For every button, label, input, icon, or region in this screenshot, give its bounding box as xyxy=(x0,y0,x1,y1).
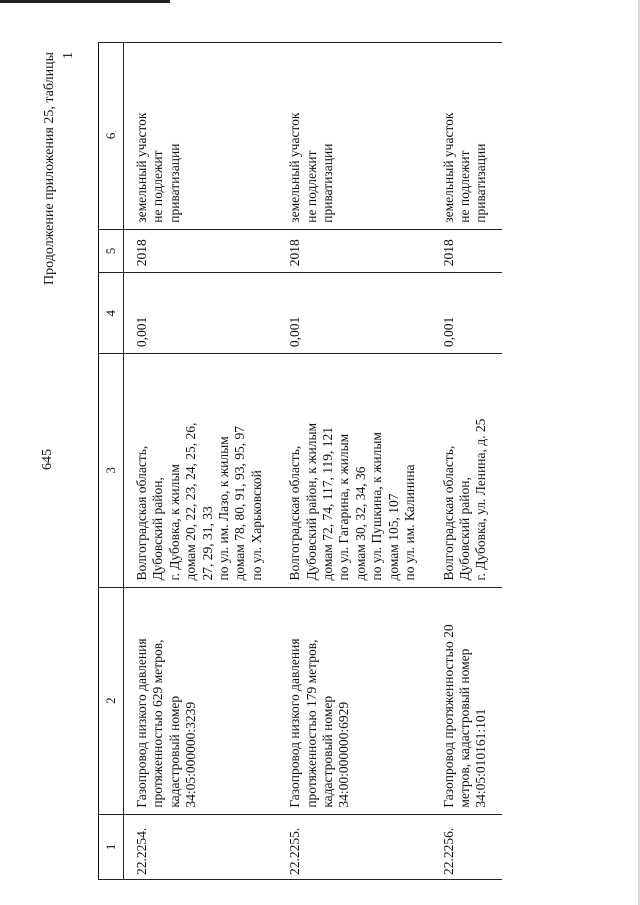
object-name: Газопровод низкого давления протяженностью 629 метров, кадастровый номер 34:05:000000:3239 xyxy=(124,587,278,814)
object-value: 0,001 xyxy=(277,273,430,354)
object-address: Волгоградская область, Дубовский район, к жилым домам 72, 74, 117, 119, 121 по ул. Гагарина, к жилым домам 30, 32, 34, 36 по ул. Пушкина, к жилым домам 105, 107 по ул. им. Калинина xyxy=(277,354,430,587)
object-year: 2018 xyxy=(124,229,278,273)
header-col-5: 5 xyxy=(99,229,124,273)
object-name: Газопровод протяженностью 20 метров, кадастровый номер 34:05:010161:101 xyxy=(431,587,502,814)
header-col-1: 1 xyxy=(99,814,124,879)
row-number: 22.2254. xyxy=(124,814,278,879)
object-year: 2018 xyxy=(431,229,502,273)
object-note: земельный участок не подлежит приватизации xyxy=(431,43,502,230)
object-address: Волгоградская область, Дубовский район, г. Дубовка, ул. Ленина, д. 25 xyxy=(431,354,502,587)
object-value: 0,001 xyxy=(431,273,502,354)
header-col-2: 2 xyxy=(99,587,124,814)
rotated-page xyxy=(40,40,600,880)
continuation-heading: Продолжение приложения 25, таблицы 1 xyxy=(42,52,76,285)
table-row xyxy=(431,43,502,880)
page-number: 645 xyxy=(40,449,55,470)
property-table xyxy=(98,42,502,880)
top-rule xyxy=(0,0,170,3)
object-year: 2018 xyxy=(277,229,430,273)
row-number: 22.2256. xyxy=(431,814,502,879)
header-col-3: 3 xyxy=(99,354,124,587)
header-col-4: 4 xyxy=(99,273,124,354)
table-row xyxy=(124,43,278,880)
object-note: земельный участок не подлежит приватизации xyxy=(124,43,278,230)
header-row xyxy=(99,43,124,880)
table-row xyxy=(277,43,430,880)
object-name: Газопровод низкого давления протяженностью 179 метров, кадастровый номер 34:00:000000:6929 xyxy=(277,587,430,814)
row-number: 22.2255. xyxy=(277,814,430,879)
object-value: 0,001 xyxy=(124,273,278,354)
header-col-6: 6 xyxy=(99,43,124,230)
object-note: земельный участок не подлежит приватизации xyxy=(277,43,430,230)
object-address: Волгоградская область, Дубовский район, г. Дубовка, к жилым домам 20, 22, 23, 24, 25, 26, 27, 29, 31, 33 по ул. им. Лазо, к жилым домам 78, 80, 91, 93, 95, 97 по ул. Харьковской xyxy=(124,354,278,587)
